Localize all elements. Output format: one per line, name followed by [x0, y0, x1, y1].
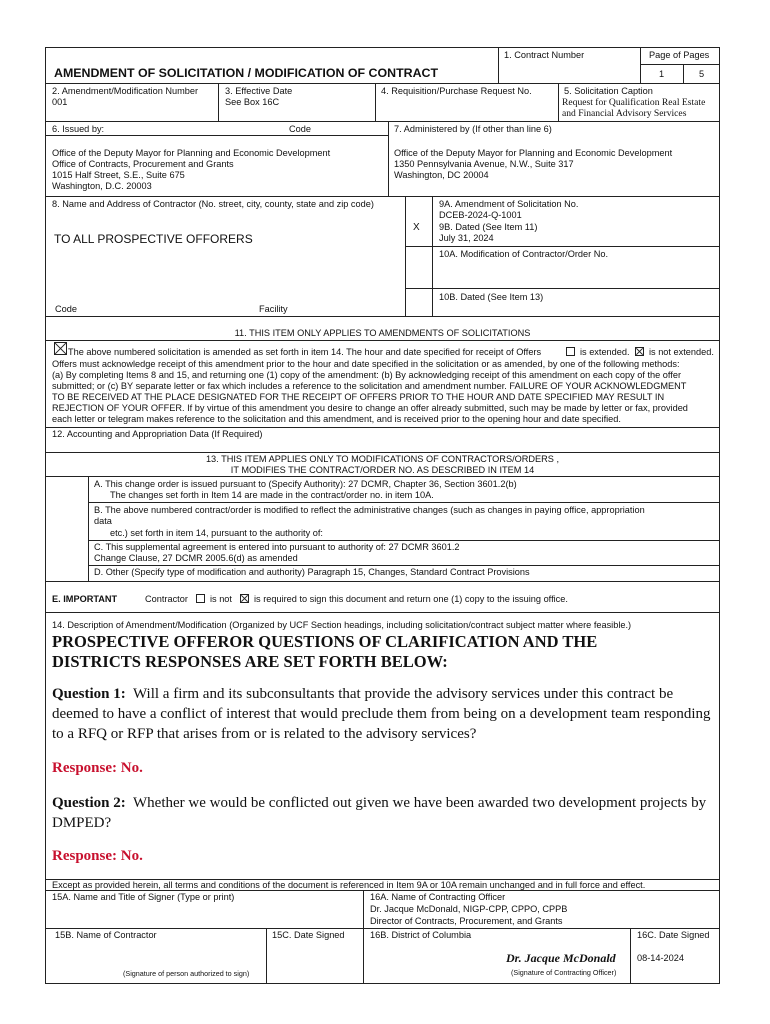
- important-is-not-label: is not: [210, 594, 232, 604]
- requisition-label: 4. Requisition/Purchase Request No.: [381, 86, 532, 96]
- issued-by-line: 1015 Half Street, S.E., Suite 675: [52, 170, 185, 180]
- box-13a-line2: The changes set forth in Item 14 are made in the contract/order no. in item 10A.: [110, 490, 434, 500]
- contractor-date-signed-label: 15C. Date Signed: [272, 930, 345, 940]
- district-label: 16B. District of Columbia: [370, 930, 472, 940]
- dated-10b-label: 10B. Dated (See Item 13): [439, 292, 544, 302]
- signature-person-caption: (Signature of person authorized to sign): [123, 969, 250, 978]
- question-1-text: Will a firm and its subconsultants that provide the advisory services under this contract be deemed to have a conflict of interest that would preclude them from being on a development team responding to a RFQ or RFP that arises from or is related to the advisory services?: [52, 686, 711, 742]
- amendment-number-value: 001: [52, 97, 68, 107]
- modification-order-label: 10A. Modification of Contractor/Order No.: [439, 249, 609, 259]
- solicitation-caption-line2: and Financial Advisory Services: [562, 108, 687, 119]
- page-number: 1: [658, 69, 665, 79]
- box-13-title-line2: IT MODIFIES THE CONTRACT/ORDER NO. AS DESCRIBED IN ITEM 14: [230, 465, 535, 475]
- contracting-officer-label: 16A. Name of Contracting Officer: [370, 892, 506, 902]
- is-extended-label: is extended.: [580, 347, 630, 357]
- contract-number-label: 1. Contract Number: [504, 50, 585, 60]
- except-text: Except as provided herein, all terms and conditions of the document is referenced in Item 9A or 10A remain unchanged and in full force and effect.: [52, 880, 646, 890]
- contractor-address-label: 8. Name and Address of Contractor (No. street, city, county, state and zip code): [52, 199, 374, 209]
- is-required-checkbox[interactable]: [240, 594, 249, 603]
- administered-by-label: 7. Administered by (If other than line 6): [394, 124, 552, 134]
- box-13a-line1: A. This change order is issued pursuant to (Specify Authority): 27 DCMR, Chapter 36, Section 3601.2(b): [94, 479, 517, 489]
- box-11-text-line: TO BE RECEIVED AT THE PLACE DESIGNATED FOR THE RECEIPT OF OFFERS PRIOR TO THE HOUR AND DATE SPECIFIED MAY RESULT IN: [52, 392, 665, 402]
- box-11-text-line: (a) By completing Items 8 and 15, and returning one (1) copy of the amendment: (b) By acknowledging receipt of this amendment on each copy of the offer: [52, 370, 682, 380]
- question-2-text: Whether we would be conflicted out given we have been awarded two development projects by DMPED?: [52, 795, 707, 831]
- issued-by-line: Washington, D.C. 20003: [52, 181, 152, 191]
- response-2: Response: No.: [52, 848, 143, 864]
- box-9-check-mark: X: [413, 222, 420, 233]
- administered-by-line: 1350 Pennsylvania Avenue, N.W., Suite 317: [394, 159, 574, 169]
- officer-date-signed-label: 16C. Date Signed: [637, 930, 710, 940]
- is-extended-checkbox[interactable]: [566, 347, 575, 356]
- contractor-name-label: 15B. Name of Contractor: [55, 930, 157, 940]
- important-rest-text: is required to sign this document and return one (1) copy to the issuing office.: [254, 594, 568, 604]
- issued-by-line: Office of Contracts, Procurement and Grants: [52, 159, 234, 169]
- dated-9b-label: 9B. Dated (See Item 11): [439, 222, 538, 232]
- box-13-title-line1: 13. THIS ITEM APPLIES ONLY TO MODIFICATIONS OF CONTRACTORS/ORDERS ,: [205, 454, 560, 464]
- box-11-title: 11. THIS ITEM ONLY APPLIES TO AMENDMENTS OF SOLICITATIONS: [234, 328, 531, 338]
- important-contractor-label: Contractor: [145, 594, 188, 604]
- description-heading: PROSPECTIVE OFFEROR QUESTIONS OF CLARIFICATION AND THE DISTRICTS RESPONSES ARE SET FORTH BELOW:: [52, 632, 598, 671]
- contracting-officer-name: Dr. Jacque McDonald, NIGP-CPP, CPPO, CPPB: [370, 904, 568, 914]
- box-13c-line2: Change Clause, 27 DCMR 2005.6(d) as amended: [94, 553, 298, 563]
- question-2-label: Question 2:: [52, 795, 126, 811]
- is-not-extended-label: is not extended.: [649, 347, 714, 357]
- page-total: 5: [698, 69, 705, 79]
- dated-9b-value: July 31, 2024: [439, 233, 494, 243]
- signer-name-label: 15A. Name and Title of Signer (Type or print): [52, 892, 235, 902]
- contractor-name-value: TO ALL PROSPECTIVE OFFORERS: [54, 232, 253, 246]
- response-1: Response: No.: [52, 760, 143, 776]
- signature-officer-caption: (Signature of Contracting Officer): [511, 968, 617, 977]
- is-not-extended-checkbox[interactable]: [635, 347, 644, 356]
- solicitation-caption-label: 5. Solicitation Caption: [564, 86, 653, 96]
- box-13d-line1: D. Other (Specify type of modification and authority) Paragraph 15, Changes, Standard Contract Provisions: [94, 567, 530, 577]
- box-13b-line2: data: [94, 516, 112, 526]
- description-label: 14. Description of Amendment/Modification (Organized by UCF Section headings, including solicitation/contract subject matter where feasible.): [52, 620, 632, 630]
- amendment-number-label: 2. Amendment/Modification Number: [52, 86, 199, 96]
- amendment-solicitation-value: DCEB-2024-Q-1001: [439, 210, 522, 220]
- box-13b-line1: B. The above numbered contract/order is modified to reflect the administrative changes (such as changes in paying office, appropriation: [94, 505, 645, 515]
- box-13c-line1: C. This supplemental agreement is entered into pursuant to authority of: 27 DCMR 3601.2: [94, 542, 460, 552]
- officer-signature: Dr. Jacque McDonald: [506, 951, 616, 965]
- page-of-pages-label: Page of Pages: [649, 50, 710, 60]
- issued-by-line: Office of the Deputy Mayor for Planning and Economic Development: [52, 148, 331, 158]
- is-not-checkbox-empty[interactable]: [196, 594, 205, 603]
- box-11-text-line: submitted; or (c) BY separate letter or fax which includes a reference to the solicitation and amendment number. FAILURE OF YOUR ACKNOWLEDGMENT: [52, 381, 687, 391]
- question-2: [52, 793, 716, 833]
- contractor-code-label: Code: [55, 304, 77, 314]
- box-11-checkbox[interactable]: [54, 342, 67, 355]
- issued-by-label: 6. Issued by:: [52, 124, 105, 134]
- important-label: E. IMPORTANT: [52, 594, 118, 604]
- box-11-text-line: each letter or telegram makes reference to the solicitation and this amendment, and is received prior to the opening hour and date specified.: [52, 414, 621, 424]
- form-title: AMENDMENT OF SOLICITATION / MODIFICATION OF CONTRACT: [54, 66, 439, 80]
- issued-by-code-label: Code: [289, 124, 311, 134]
- administered-by-line: Office of the Deputy Mayor for Planning and Economic Development: [394, 148, 673, 158]
- officer-date-signed-value: 08-14-2024: [637, 953, 684, 963]
- amendment-solicitation-label: 9A. Amendment of Solicitation No.: [439, 199, 579, 209]
- question-1: [52, 684, 716, 744]
- effective-date-label: 3. Effective Date: [225, 86, 293, 96]
- contractor-facility-label: Facility: [259, 304, 288, 314]
- question-1-label: Question 1:: [52, 686, 126, 702]
- box-11-text-line: REJECTION OF YOUR OFFER. If by virtue of this amendment you desire to change an offer already submitted, such may be made by letter or fax, provided: [52, 403, 688, 413]
- accounting-data-label: 12. Accounting and Appropriation Data (If Required): [52, 429, 263, 439]
- box-13b-line3: etc.) set forth in item 14, pursuant to the authority of:: [110, 528, 323, 538]
- effective-date-value: See Box 16C: [225, 97, 280, 107]
- contracting-officer-title: Director of Contracts, Procurement, and Grants: [370, 916, 563, 926]
- box-11-text-line: Offers must acknowledge receipt of this amendment prior to the hour and date specified in the solicitation or as amended, by one of the following methods:: [52, 359, 680, 369]
- solicitation-caption-line1: Request for Qualification Real Estate: [562, 97, 706, 108]
- administered-by-line: Washington, DC 20004: [394, 170, 489, 180]
- box-11-line1: The above numbered solicitation is amended as set forth in item 14. The hour and date specified for receipt of Offers: [68, 347, 542, 357]
